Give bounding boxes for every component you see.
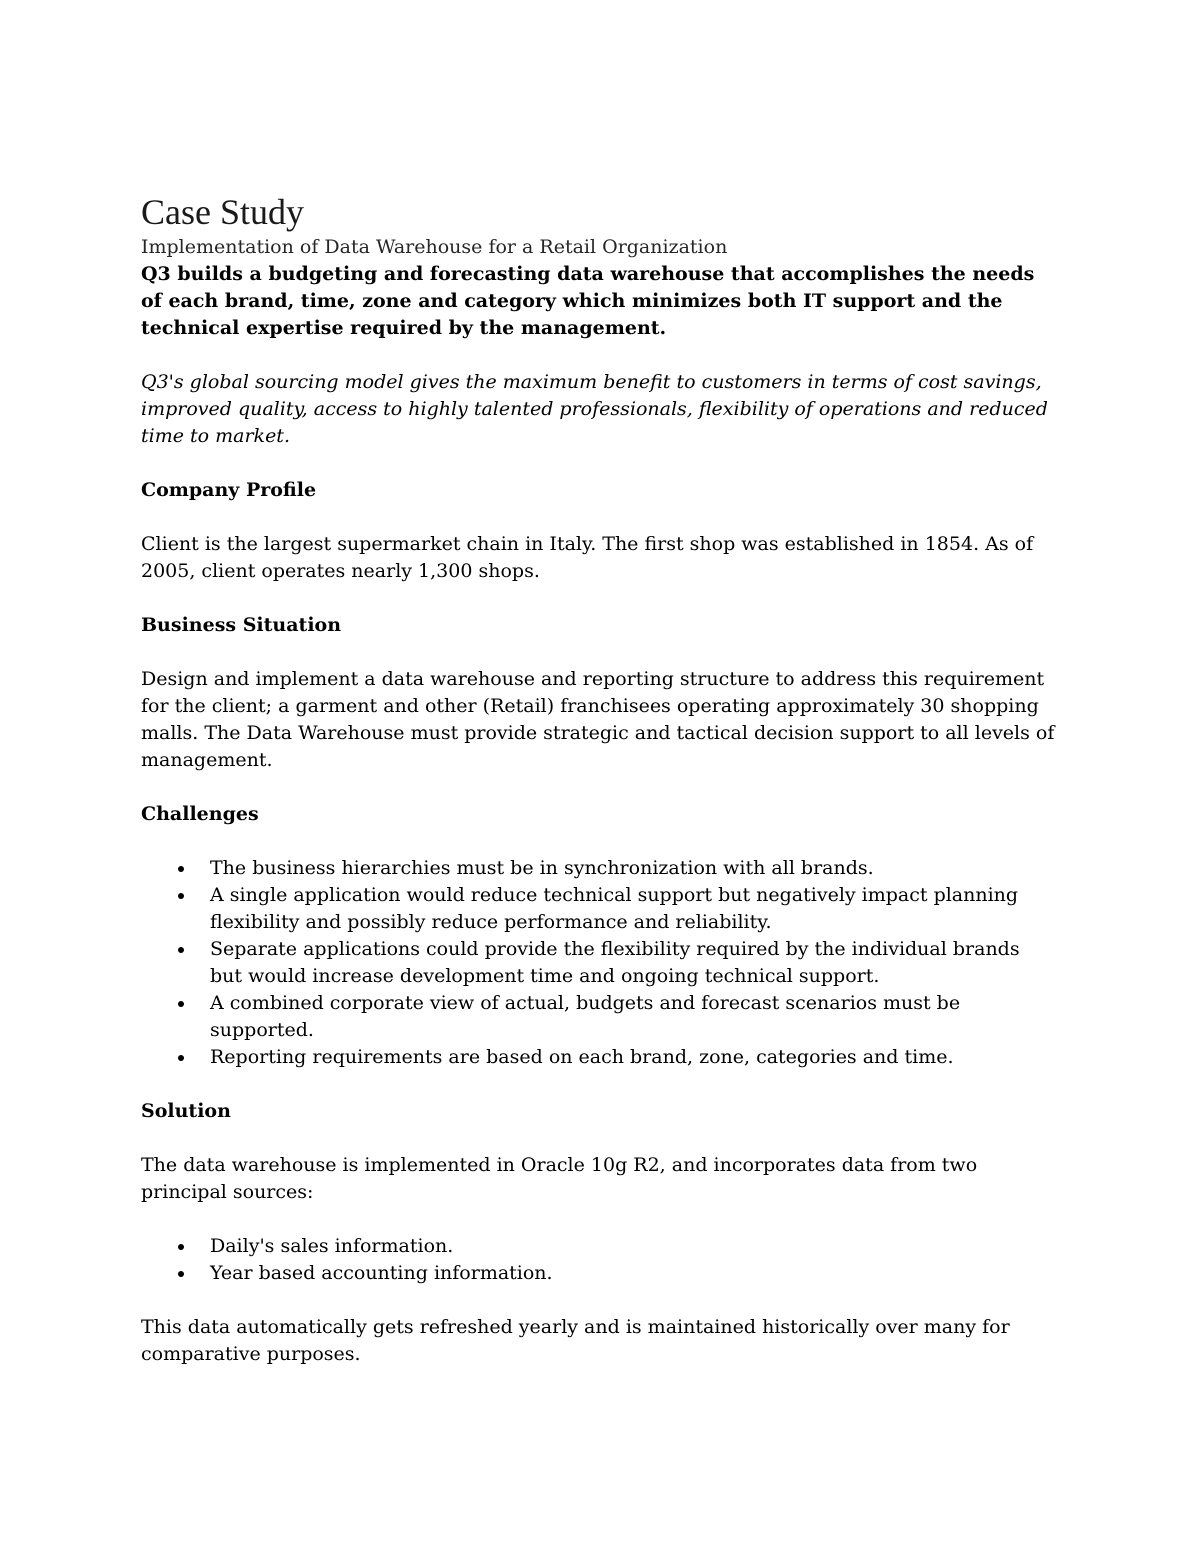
bullet-icon [178, 893, 184, 899]
list-item-text: Daily's sales information. [210, 1235, 454, 1257]
solution-closing-text: This data automatically gets refreshed yearly and is maintained historically over many for comparative purposes. [141, 1316, 1010, 1365]
list-item-text: A single application would reduce technical support but negatively impact planning flexibility and possibly reduce performance and reliability. [210, 884, 1019, 933]
document-page [141, 190, 1056, 1368]
sourcing-quote: Q3's global sourcing model gives the maximum benefit to customers in terms of cost savings, improved quality, access to highly talented professionals, flexibility of operations and reduced time to market. [141, 371, 1048, 447]
bullet-icon [178, 947, 184, 953]
list-item-text: The business hierarchies must be in synchronization with all brands. [210, 857, 874, 879]
business-situation-heading: Business Situation [141, 614, 342, 636]
bullet-icon [178, 1244, 184, 1250]
business-situation-text: Design and implement a data warehouse and reporting structure to address this requirement for the client; a garment and other (Retail) franchisees operating approximately 30 shopping malls. The Data Warehouse must provide strategic and tactical decision support to all levels of management. [141, 668, 1055, 771]
company-profile-heading: Company Profile [141, 479, 317, 501]
bullet-icon [178, 1271, 184, 1277]
solution-heading: Solution [141, 1100, 231, 1122]
document-subtitle: Implementation of Data Warehouse for a Retail Organization [141, 236, 728, 258]
challenges-list [141, 855, 1056, 1071]
solution-text: The data warehouse is implemented in Oracle 10g R2, and incorporates data from two principal sources: [141, 1154, 978, 1203]
company-profile-text: Client is the largest supermarket chain in Italy. The first shop was established in 1854. As of 2005, client operates nearly 1,300 shops. [141, 533, 1034, 582]
list-item [141, 1044, 1056, 1071]
bullet-icon [178, 1055, 184, 1061]
list-item [141, 855, 1056, 882]
list-item-text: Year based accounting information. [210, 1262, 553, 1284]
list-item-text: A combined corporate view of actual, budgets and forecast scenarios must be supported. [210, 992, 961, 1041]
lead-paragraph: Q3 builds a budgeting and forecasting data warehouse that accomplishes the needs of each brand, time, zone and category which minimizes both IT support and the technical expertise required by the management. [141, 263, 1035, 339]
list-item-text: Reporting requirements are based on each brand, zone, categories and time. [210, 1046, 954, 1068]
bullet-icon [178, 1001, 184, 1007]
list-item-text: Separate applications could provide the flexibility required by the individual brands but would increase development time and ongoing technical support. [210, 938, 1020, 987]
list-item [141, 882, 1056, 936]
bullet-icon [178, 866, 184, 872]
list-item [141, 1233, 1056, 1260]
list-item [141, 990, 1056, 1044]
list-item [141, 936, 1056, 990]
challenges-heading: Challenges [141, 803, 259, 825]
document-title: Case Study [141, 192, 305, 232]
list-item [141, 1260, 1056, 1287]
solution-sources-list [141, 1233, 1056, 1287]
